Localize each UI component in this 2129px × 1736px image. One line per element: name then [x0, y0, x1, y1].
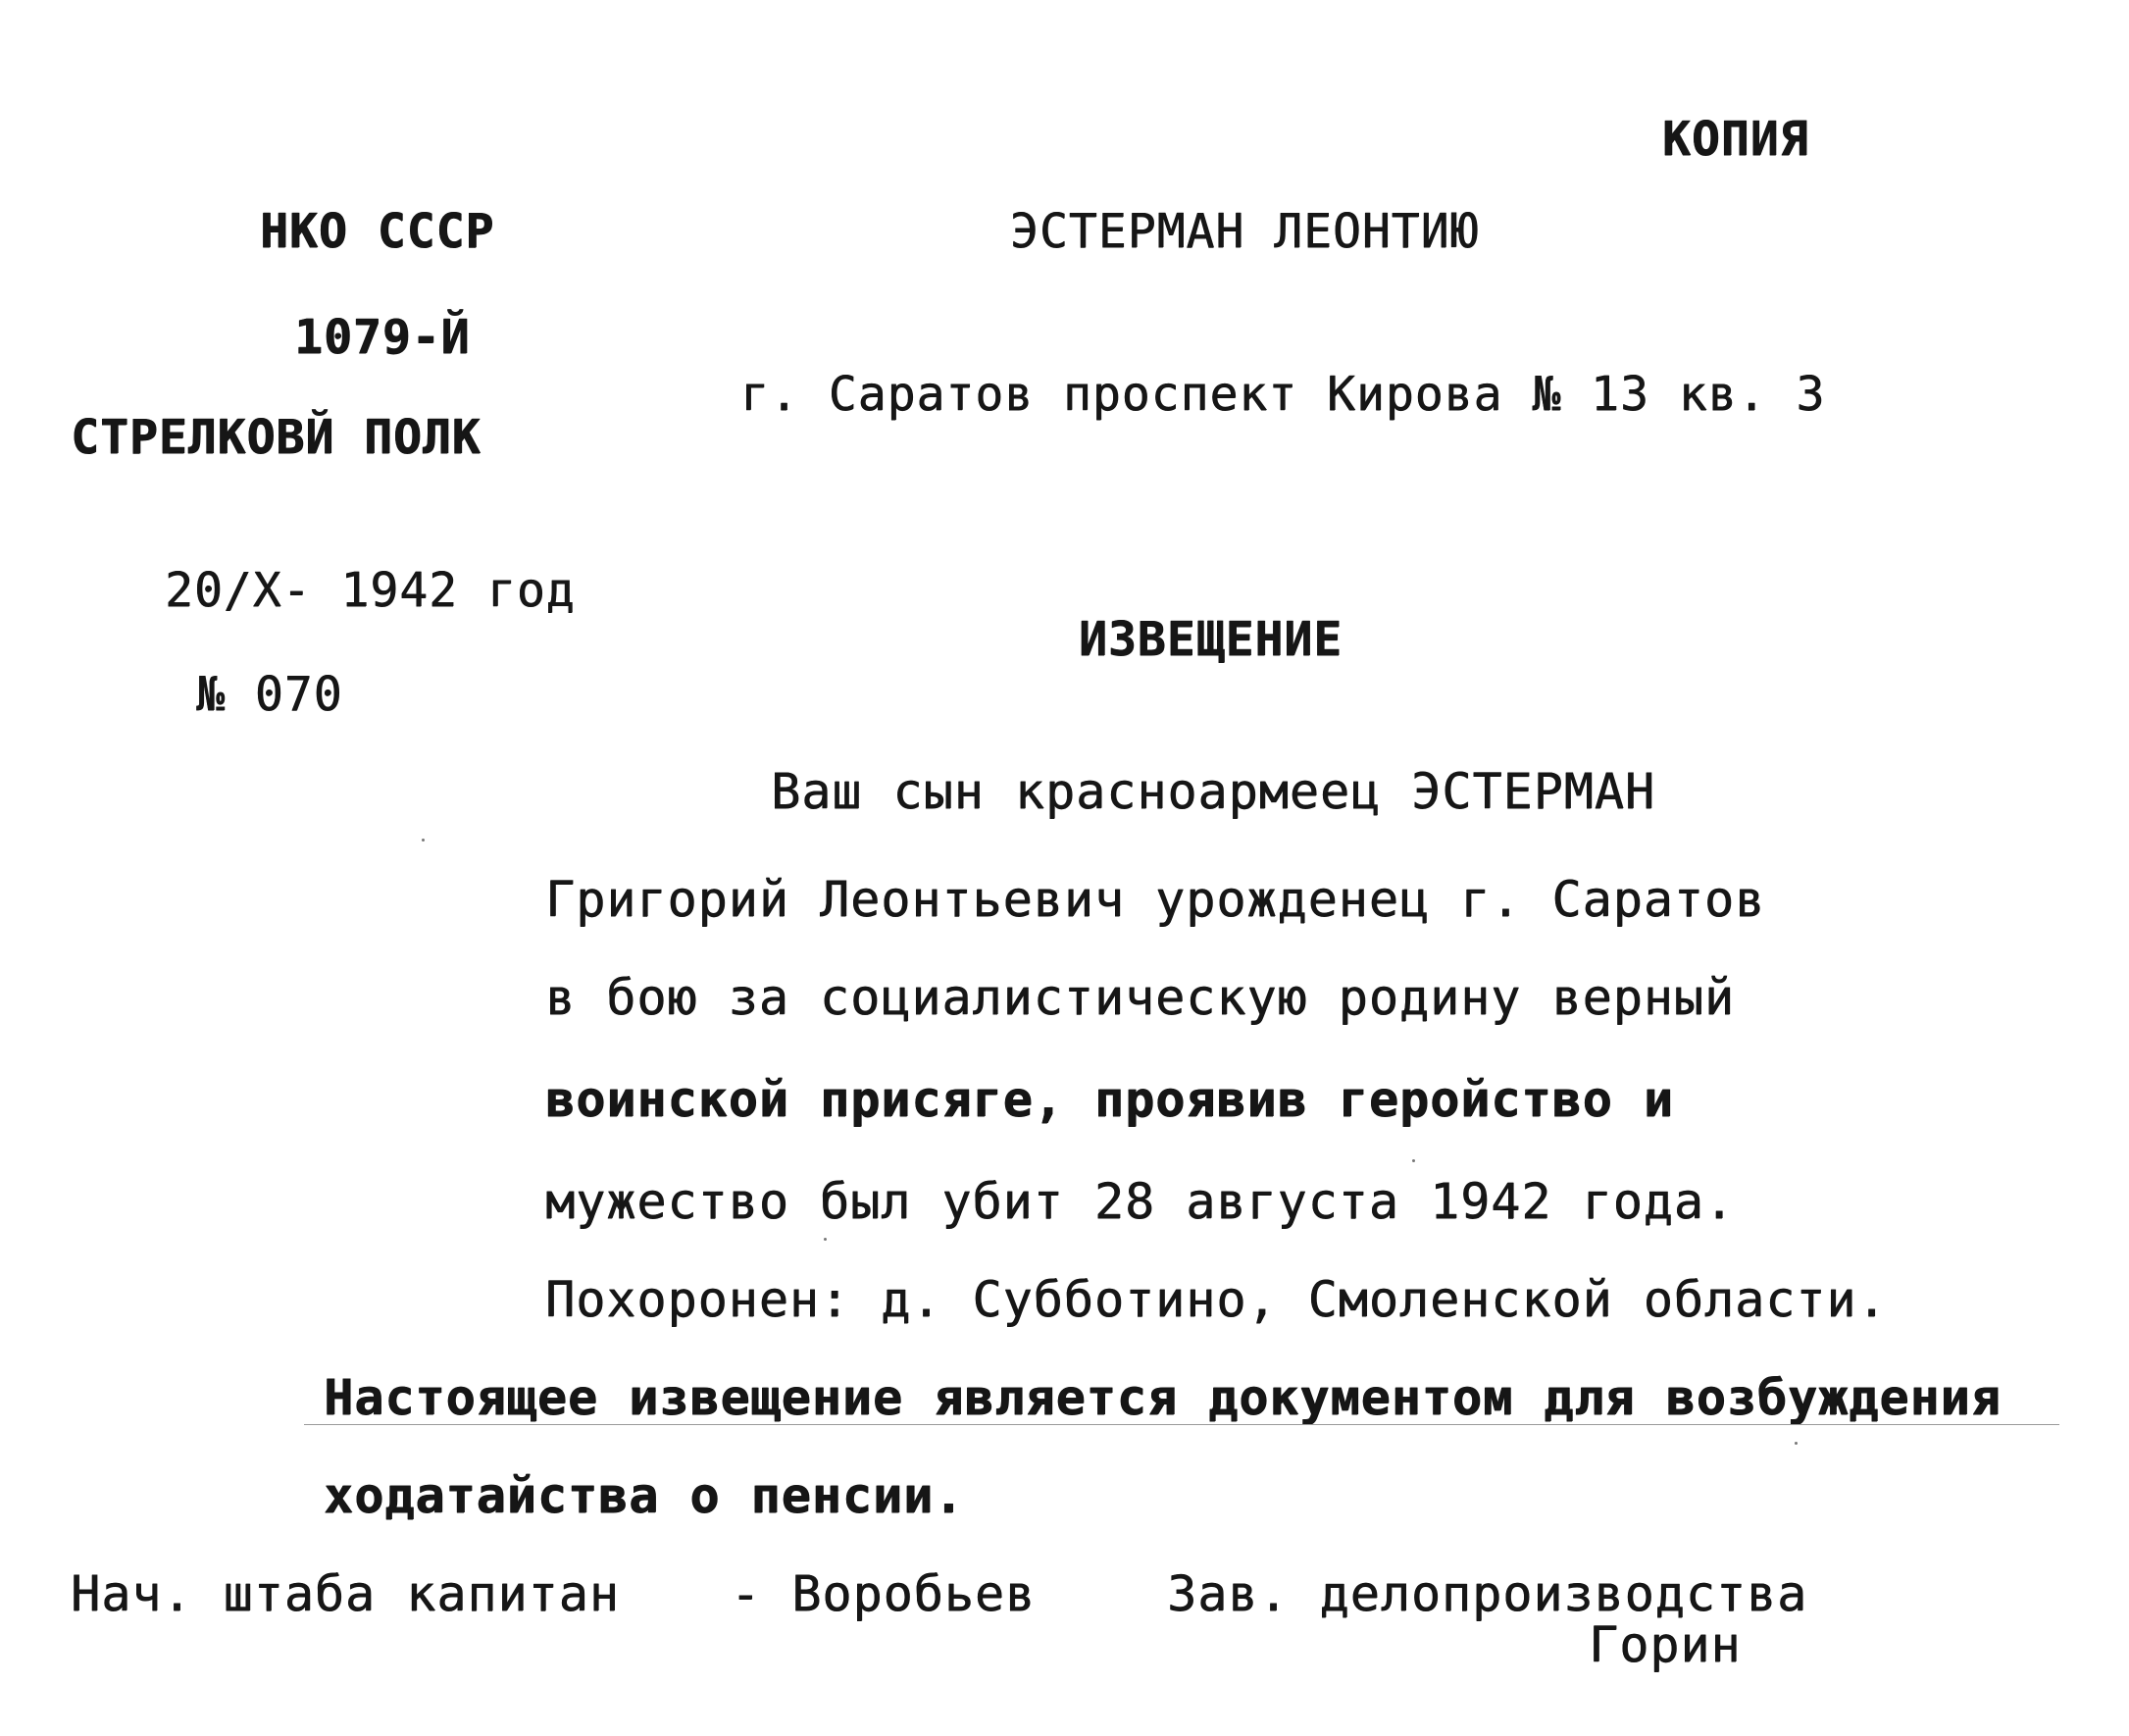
recipient-name: ЭСТЕРМАН ЛЕОНТИЮ [1010, 204, 1480, 259]
document-date: 20/Х- 1942 год [165, 563, 576, 618]
clerk-name: Горин [1589, 1616, 1742, 1673]
clerk-title: Зав. делопроизводства [1167, 1565, 1808, 1622]
body-line-5: мужество был убит 28 августа 1942 года. [545, 1173, 1735, 1230]
copy-mark: КОПИЯ [1662, 112, 1809, 167]
body-line-2: Григорий Леонтьевич урожденец г. Саратов [545, 871, 1766, 928]
body-line-1: Ваш сын красноармеец ЭСТЕРМАН [771, 763, 1655, 820]
chief-name: - Воробьев [731, 1565, 1037, 1622]
notice-line-2: ходатайства о пенсии. [324, 1467, 965, 1524]
paper-speck [1412, 1159, 1415, 1162]
document-number: № 070 [196, 667, 343, 722]
document-title: ИЗВЕЩЕНИЕ [1079, 612, 1343, 667]
paper-speck [1795, 1442, 1798, 1445]
sender-org-line-3: СТРЕЛКОВЙ ПОЛК [71, 410, 482, 465]
sender-org-line-2: 1079-Й [294, 310, 471, 365]
body-line-6: Похоронен: д. Субботино, Смоленской области. [545, 1271, 1888, 1328]
paper-speck [422, 839, 425, 842]
paper-speck [824, 1238, 827, 1241]
notice-line-1: Настоящее извещение является документом для возбуждения [324, 1369, 2002, 1426]
recipient-address: г. Саратов проспект Кирова № 13 кв. 3 [740, 367, 1826, 422]
chief-title: Нач. штаба капитан [71, 1565, 620, 1622]
body-line-4: воинской присяге, проявив геройство и [545, 1071, 1674, 1128]
sender-org-line-1: НКО СССР [260, 204, 495, 259]
body-line-3: в бою за социалистическую родину верный [545, 969, 1735, 1026]
divider-line [304, 1424, 2059, 1425]
